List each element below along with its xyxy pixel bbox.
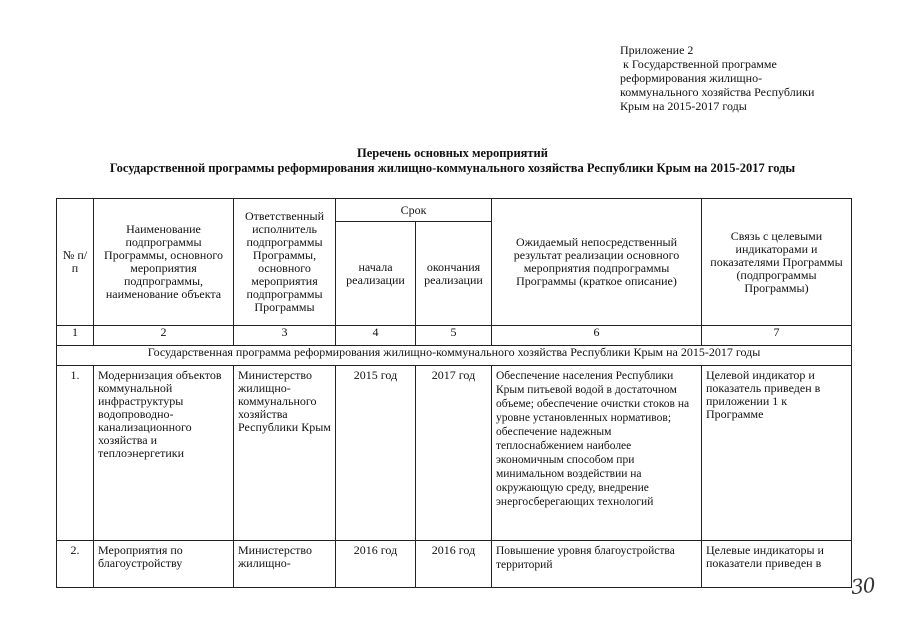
row-start: 2015 год (336, 366, 416, 541)
document-title: Перечень основных мероприятий (357, 146, 548, 160)
table-row (57, 541, 852, 588)
appendix-line: реформирования жилищно- (620, 71, 763, 85)
header-result: Ожидаемый непосредственный результат реализации основного мероприятия подпрограммы Программы (краткое описание) (492, 199, 702, 326)
row-end: 2016 год (416, 541, 492, 588)
row-end: 2017 год (416, 366, 492, 541)
header-term: Срок (336, 199, 492, 222)
header-num: № п/п (57, 199, 94, 326)
header-responsible: Ответственный исполнитель подпрограммы Программы, основного мероприятия подпрограммы Программы (234, 199, 336, 326)
header-name: Наименование подпрограммы Программы, основного мероприятия подпрограммы, наименование объекта (94, 199, 234, 326)
page-number: 30 (849, 572, 876, 600)
appendix-line: Приложение 2 (620, 43, 694, 57)
document-subtitle: Государственной программы реформирования жилищно-коммунального хозяйства Республики Крым на 2015-2017 годы (109, 161, 796, 175)
row-result: Обеспечение населения Республики Крым питьевой водой в достаточном объеме; обеспечение очистки стоков на уровне установленных нормативов; обеспечение надежным теплоснабжением наиболее экономичным способом при минимальном воздействии на окружающую среду, внедрение энергосберегающих технологий (492, 366, 702, 541)
row-start: 2016 год (336, 541, 416, 588)
appendix-caption (620, 43, 814, 113)
header-link: Связь с целевыми индикаторами и показателями Программы (подпрограммы Программы) (702, 199, 852, 326)
column-number: 4 (336, 326, 416, 346)
row-result: Повышение уровня благоустройства территорий (492, 541, 702, 588)
column-number: 7 (702, 326, 852, 346)
row-num: 2. (57, 541, 94, 588)
header-start: начала реализации (336, 222, 416, 326)
column-number: 5 (416, 326, 492, 346)
appendix-line: к Государственной программе (620, 57, 777, 71)
header-end: окончания реализации (416, 222, 492, 326)
appendix-line: коммунального хозяйства Республики (620, 85, 815, 99)
row-responsible: Министерство жилищно- (234, 541, 336, 588)
row-num: 1. (57, 366, 94, 541)
column-number: 6 (492, 326, 702, 346)
row-responsible: Министерство жилищно-коммунального хозяйства Республики Крым (234, 366, 336, 541)
appendix-line: Крым на 2015-2017 годы (620, 99, 747, 113)
column-number: 2 (94, 326, 234, 346)
row-link: Целевые индикаторы и показатели приведен в (702, 541, 852, 588)
row-link: Целевой индикатор и показатель приведен в приложении 1 к Программе (702, 366, 852, 541)
row-name: Модернизация объектов коммунальной инфраструктуры водопроводно-канализационного хозяйства и теплоэнергетики (94, 366, 234, 541)
table-row (57, 366, 852, 541)
column-number: 3 (234, 326, 336, 346)
program-row: Государственная программа реформирования жилищно-коммунального хозяйства Республики Крым на 2015-2017 годы (57, 346, 852, 366)
column-number: 1 (57, 326, 94, 346)
activities-table (56, 198, 852, 588)
row-name: Мероприятия по благоустройству (94, 541, 234, 588)
